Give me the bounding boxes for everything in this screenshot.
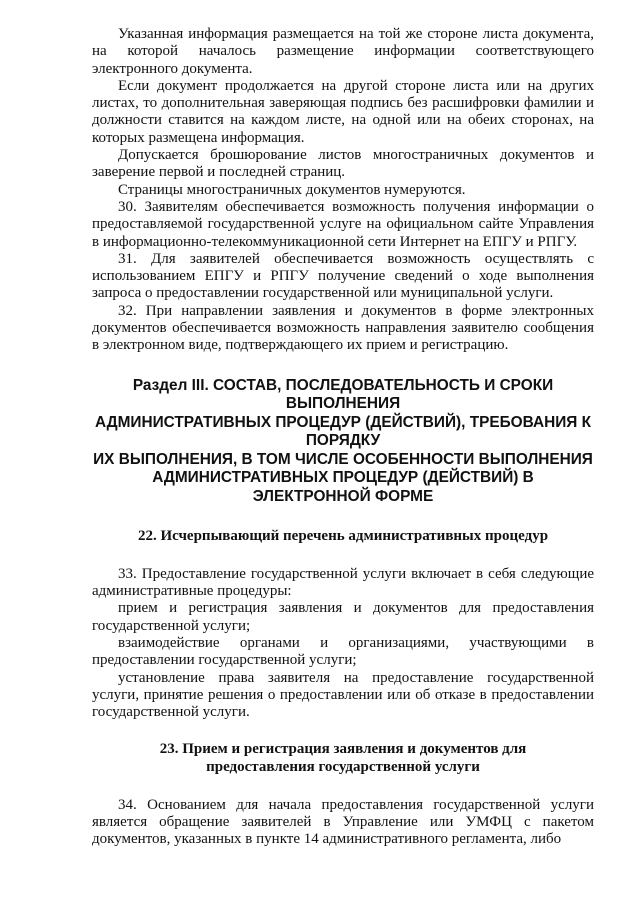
list-item-interaction: взаимодействие органами и организациями, участвующими в предоставлении государственной услуги; — [92, 634, 594, 669]
subsection-title-line: 22. Исчерпывающий перечень административных процедур — [137, 528, 549, 545]
paragraph-binding: Допускается брошюрование листов многостраничных документов и заверение первой и последней страниц. — [92, 147, 594, 181]
subsection-22-title — [92, 528, 594, 546]
subsection-23-title — [92, 741, 594, 776]
paragraph-34: 34. Основанием для начала предоставления государственной услуги является обращение заявителей в Управление или УМФЦ с пакетом документов, указанных в пункте 14 административного регламента, либо — [92, 796, 594, 848]
section-3-title — [92, 377, 594, 507]
section-title-line: ЭЛЕКТРОННОЙ ФОРМЕ — [252, 487, 434, 505]
list-item-reception: прием и регистрация заявления и документов для предоставления государственной услуги; — [92, 600, 594, 634]
paragraph-33: 33. Предоставление государственной услуги включает в себя следующие административные процедуры: — [92, 565, 594, 600]
paragraph-page-numbering: Страницы многостраничных документов нумеруются. — [118, 181, 466, 198]
paragraph-32: 32. При направлении заявления и документов в форме электронных документов обеспечивается возможность направления заявителю сообщения в электронном виде, подтверждающего их прием и регистрацию. — [92, 302, 594, 354]
paragraph-signature: Если документ продолжается на другой стороне листа или на других листах, то дополнительная заверяющая подпись без расшифровки фамилии и должности ставится на каждом листе, на одной или на обеих сторонах, на которых размещена информация. — [92, 77, 594, 146]
paragraph-30: 30. Заявителям обеспечивается возможность получения информации о предоставляемой государственной услуге на официальном сайте Управления в информационно-телекоммуникационной сети Интернет на ЕПГУ и РПГУ. — [92, 198, 594, 250]
paragraph-info-placement: Указанная информация размещается на той же стороне листа документа, на которой началось размещение информации соответствующего электронного документа. — [92, 26, 594, 77]
subsection-title-line: 23. Прием и регистрация заявления и документов для — [159, 741, 527, 758]
subsection-title-line: предоставления государственной услуги — [206, 759, 480, 775]
paragraph-31: 31. Для заявителей обеспечивается возможность осуществлять с использованием ЕПГУ и РПГУ получение сведений о ходе выполнения запроса о предоставлении государственной или муниципальной услуги. — [92, 250, 594, 302]
section-title-line: АДМИНИСТРАТИВНЫХ ПРОЦЕДУР (ДЕЙСТВИЙ), ТРЕБОВАНИЯ К — [94, 413, 592, 431]
section-title-line: ИХ ВЫПОЛНЕНИЯ, В ТОМ ЧИСЛЕ ОСОБЕННОСТИ ВЫПОЛНЕНИЯ — [93, 450, 593, 468]
section-title-line: Раздел III. СОСТАВ, ПОСЛЕДОВАТЕЛЬНОСТЬ И СРОКИ — [132, 376, 554, 394]
section-title-line: АДМИНИСТРАТИВНЫХ ПРОЦЕДУР (ДЕЙСТВИЙ) В — [152, 469, 534, 487]
document-page — [92, 26, 594, 886]
section-title-line: ВЫПОЛНЕНИЯ — [285, 395, 401, 413]
section-title-line: ПОРЯДКУ — [305, 432, 381, 450]
list-item-decision: установление права заявителя на предоставление государственной услуги, принятие решения о предоставлении или об отказе в предоставлении государственной услуги. — [92, 669, 594, 721]
